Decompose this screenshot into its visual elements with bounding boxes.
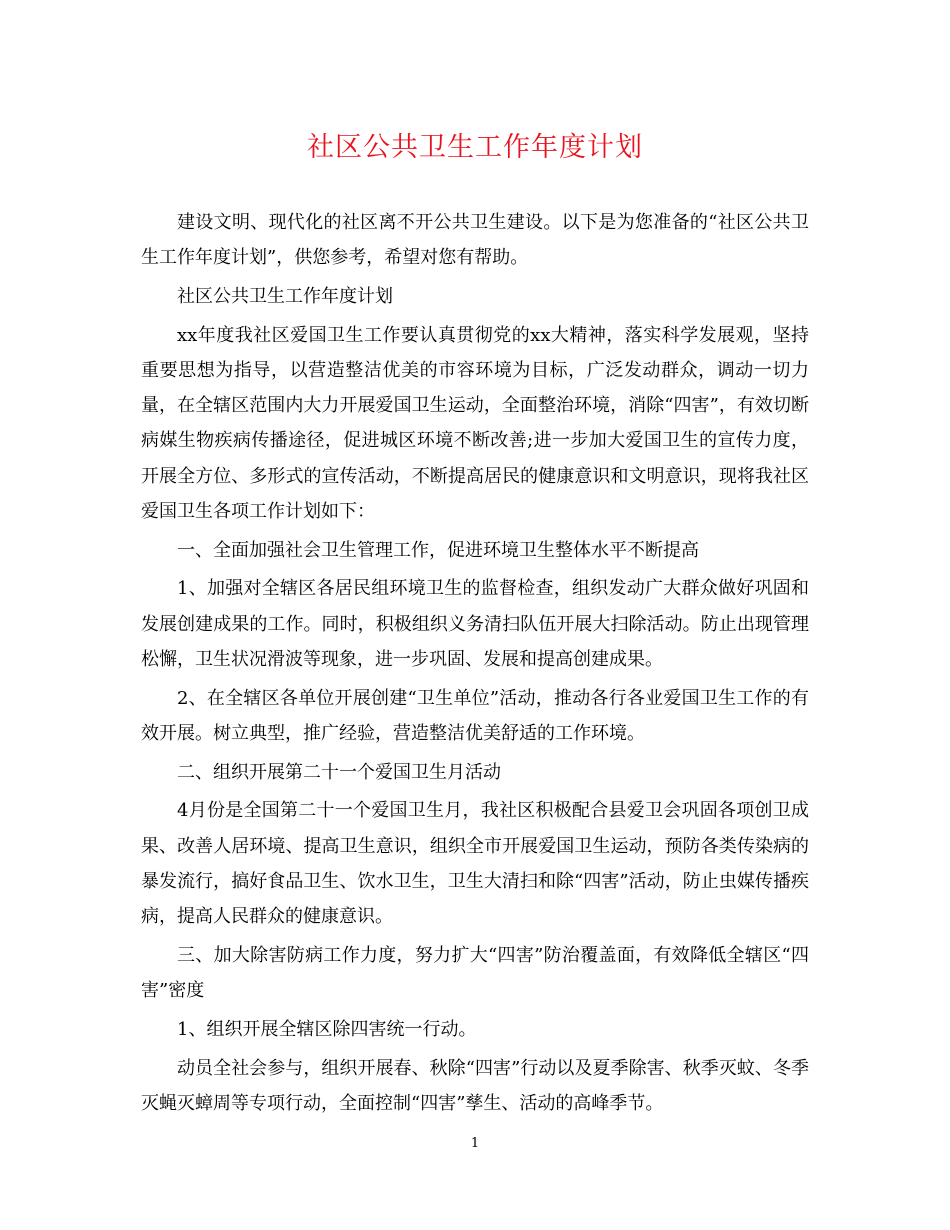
- section-heading-3: 三、加大除害防病工作力度，努力扩大“四害”防治覆盖面，有效降低全辖区“四害”密度: [141, 944, 809, 1002]
- paragraph-section-2: 4月份是全国第二十一个爱国卫生月，我社区积极配合县爱卫会巩固各项创卫成果、改善人居环境、提高卫生意识，组织全市开展爱国卫生运动，预防各类传染病的暴发流行，搞好食品卫生、饮水卫生，卫生大清扫和除“四害”活动，防止虫媒传播疾病，提高人民群众的健康意识。: [141, 800, 809, 928]
- paragraph-section-3-detail: 动员全社会参与，组织开展春、秋除“四害”行动以及夏季除害、秋季灭蚊、冬季灭蝇灭蟑周等专项行动，全面控制“四害”孳生、活动的高峰季节。: [141, 1057, 809, 1114]
- paragraph-item-3-1: 1、组织开展全辖区除四害统一行动。: [177, 1018, 477, 1040]
- paragraph-item-1-1: 1、加强对全辖区各居民组环境卫生的监督检查，组织发动广大群众做好巩固和发展创建成果的工作。同时，积极组织义务清扫队伍开展大扫除活动。防止出现管理松懈，卫生状况滑波等现象，进一步巩固、发展和提高创建成果。: [141, 578, 809, 670]
- page-number: 1: [470, 1136, 480, 1151]
- paragraph-intro: 建设文明、现代化的社区离不开公共卫生建设。以下是为您准备的“社区公共卫生工作年度计划”，供您参考，希望对您有帮助。: [141, 212, 809, 269]
- section-heading-2: 二、组织开展第二十一个爱国卫生月活动: [177, 761, 501, 783]
- paragraph-item-1-2: 2、在全辖区各单位开展创建“卫生单位”活动，推动各行各业爱国卫生工作的有效开展。树立典型，推广经验，营造整洁优美舒适的工作环境。: [141, 687, 809, 744]
- document-title: 社区公共卫生工作年度计划: [307, 132, 643, 163]
- paragraph-subtitle: 社区公共卫生工作年度计划: [177, 286, 393, 307]
- paragraph-overview: xx年度我社区爱国卫生工作要认真贯彻党的xx大精神，落实科学发展观，坚持重要思想为指导，以营造整洁优美的市容环境为目标，广泛发动群众，调动一切力量，在全辖区范围内大力开展爱国卫生运动，全面整治环境，消除“四害”，有效切断病媒生物疾病传播途径，促进城区环境不断改善;进一步加大爱国卫生的宣传力度，开展全方位、多形式的宣传活动，不断提高居民的健康意识和文明意识，现将我社区爱国卫生各项工作计划如下：: [141, 324, 809, 522]
- document-body: [141, 205, 809, 1125]
- section-heading-1: 一、全面加强社会卫生管理工作，促进环境卫生整体水平不断提高: [177, 539, 699, 561]
